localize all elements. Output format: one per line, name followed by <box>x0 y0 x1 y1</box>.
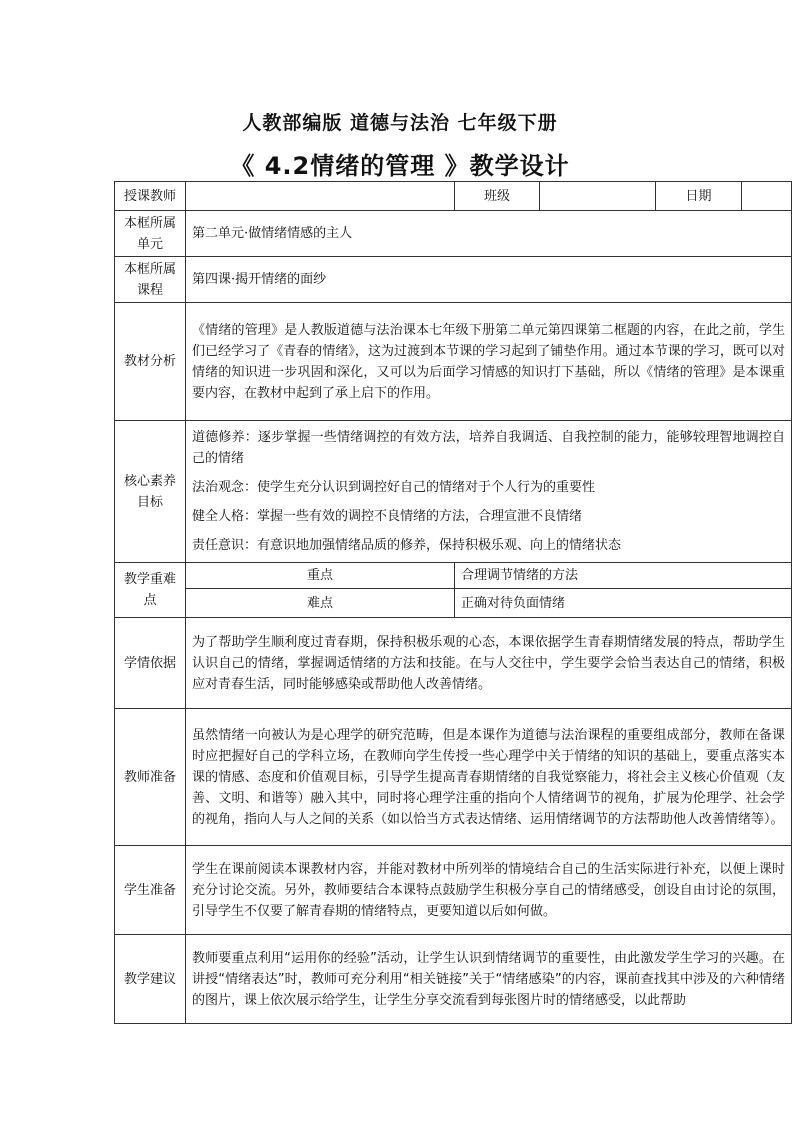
date-label: 日期 <box>656 182 742 211</box>
goals-row <box>115 421 792 563</box>
focus-difficult-row <box>115 589 792 618</box>
analysis-label: 教材分析 <box>115 303 186 421</box>
class-value <box>540 182 656 211</box>
lesson-label: 本框所属课程 <box>115 257 186 303</box>
teacher-label: 授课教师 <box>115 182 186 211</box>
basis-row <box>115 618 792 709</box>
unit-row <box>115 211 792 257</box>
goal-item: 道德修养：逐步掌握一些情绪调控的有效方法，培养自我调适、自我控制的能力，能够较理智地调控自己的情绪 <box>192 430 786 466</box>
goals-cell <box>186 421 792 563</box>
focus-key-row <box>115 563 792 589</box>
teacher-prep-label: 教师准备 <box>115 709 186 846</box>
unit-label: 本框所属单元 <box>115 211 186 257</box>
difficult-point-label: 难点 <box>186 589 455 618</box>
suggestion-text: 教师要重点利用“运用你的经验”活动，让学生认识到情绪调节的重要性，由此激发学生学习的兴趣。在讲授“情绪表达”时，教师可充分利用“相关链接”关于“情绪感染”的内容，课前查找其中涉及的六种情绪的图片，课上依次展示给学生，让学生分享交流看到每张图片时的情绪感受，以此帮助 <box>186 935 792 1024</box>
date-value <box>742 182 792 211</box>
student-prep-text: 学生在课前阅读本课教材内容，并能对教材中所列举的情境结合自己的生活实际进行补充，以便上课时充分讨论交流。另外，教师要结合本课特点鼓励学生积极分享自己的情绪感受，创设自由讨论的氛围，引导学生不仅要了解青春期的情绪特点，更要知道以后如何做。 <box>186 846 792 935</box>
suggestion-row <box>115 935 792 1024</box>
lesson-plan-table <box>114 181 792 1024</box>
teacher-prep-row <box>115 709 792 846</box>
goals-label: 核心素养目标 <box>115 421 186 563</box>
teacher-value <box>186 182 455 211</box>
basis-text: 为了帮助学生顺利度过青春期，保持积极乐观的心态，本课依据学生青春期情绪发展的特点，帮助学生认识自己的情绪，掌握调适情绪的方法和技能。在与人交往中，学生要学会恰当表达自己的情绪，积极应对青春生活，同时能够感染或帮助他人改善情绪。 <box>186 618 792 709</box>
analysis-text: 《情绪的管理》是人教版道德与法治课本七年级下册第二单元第四课第二框题的内容，在此之前，学生们已经学习了《青春的情绪》，这为过渡到本节课的学习起到了铺垫作用。通过本节课的学习，既可以对情绪的知识进一步巩固和深化，又可以为后面学习情感的知识打下基础，所以《情绪的管理》是本课重要内容，在教材中起到了承上启下的作用。 <box>186 303 792 421</box>
lesson-value: 第四课·揭开情绪的面纱 <box>186 257 792 303</box>
focus-label: 教学重难点 <box>115 563 186 618</box>
student-prep-label: 学生准备 <box>115 846 186 935</box>
document-title: 《 4.2情绪的管理 》教学设计 <box>230 152 570 180</box>
key-point-value: 合理调节情绪的方法 <box>455 563 792 589</box>
goal-item: 责任意识：有意识地加强情绪品质的修养，保持积极乐观、向上的情绪状态 <box>192 538 622 553</box>
goal-item: 健全人格：掌握一些有效的调控不良情绪的方法，合理宣泄不良情绪 <box>192 509 583 524</box>
difficult-point-value: 正确对待负面情绪 <box>455 589 792 618</box>
info-row <box>115 182 792 211</box>
key-point-label: 重点 <box>186 563 455 589</box>
unit-value: 第二单元·做情绪情感的主人 <box>186 211 792 257</box>
suggestion-label: 教学建议 <box>115 935 186 1024</box>
teacher-prep-text: 虽然情绪一向被认为是心理学的研究范畴，但是本课作为道德与法治课程的重要组成部分，教师在备课时应把握好自己的学科立场，在教师向学生传授一些心理学中关于情绪的知识的基础上，要重点落实本课的情感、态度和价值观目标，引导学生提高青春期情绪的自我觉察能力，将社会主义核心价值观（友善、文明、和谐等）融入其中，同时将心理学注重的指向个人情绪调节的视角，扩展为伦理学、社会学的视角，指向人与人之间的关系（如以恰当方式表达情绪、运用情绪调节的方法帮助他人改善情绪等）。 <box>186 709 792 846</box>
student-prep-row <box>115 846 792 935</box>
lesson-row <box>115 257 792 303</box>
analysis-row <box>115 303 792 421</box>
class-label: 班级 <box>455 182 540 211</box>
document-subtitle: 人教部编版 道德与法治 七年级下册 <box>242 112 558 134</box>
goal-item: 法治观念：使学生充分认识到调控好自己的情绪对于个人行为的重要性 <box>192 480 596 495</box>
basis-label: 学情依据 <box>115 618 186 709</box>
